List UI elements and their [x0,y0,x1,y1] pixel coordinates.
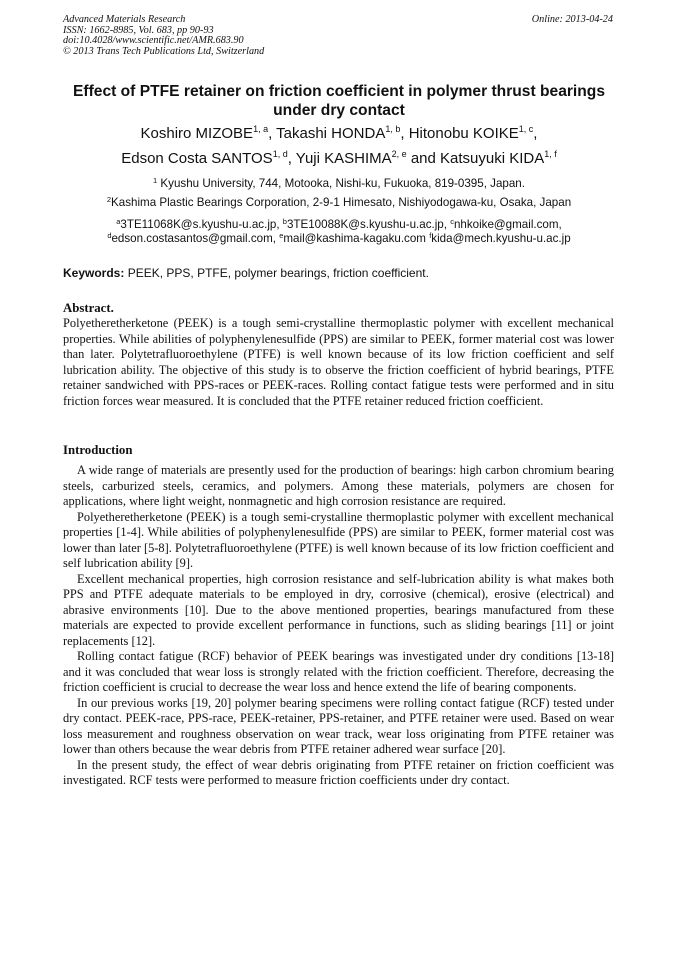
email-address: 3TE11068K@s.kyushu-u.ac.jp, [120,218,280,231]
paragraph: A wide range of materials are presently used for the production of bearings: high carbon chromium bearing steels, carburized steels, ceramics, and polymers. Among these materials, polymers are chosen for applications, where light weight, nonmagnetic and high corrosion resistance are required. [63,463,614,508]
paragraph: In our previous works [19, 20] polymer bearing specimens were rolling contact fatigue (RCF) tested under dry contact. PEEK-race, PPS-race, PEEK-retainer, PPS-retainer, and PTFE retainer were used. Based on wear loss measurement and roughness observation on wear track, wear loss originating from PTFE retainer was lower than others because the wear debris from PTFE retainer adhered wear surface [20]. [63,695,614,756]
email-address: kida@mech.kyushu-u.ac.jp [431,232,571,245]
affiliation-2 [40,196,638,210]
email-superscript: c [450,217,454,226]
author-superscript: 1, a [253,124,269,134]
author-name: Yuji KASHIMA [295,150,392,167]
journal-name: Advanced Materials Research [63,14,186,25]
email-superscript: f [429,231,432,240]
paper-title [56,82,622,120]
email-address: 3TE10088K@s.kyushu-u.ac.jp, [286,218,447,231]
issn-line: ISSN: 1662-8985, Vol. 683, pp 90-93 [63,24,214,36]
paragraph: In the present study, the effect of wear debris originating from PTFE retainer on friction coefficient was investigated. RCF tests were performed to measure friction coefficients under dry contact. [63,757,614,787]
abstract-body [63,316,614,409]
introduction-heading: Introduction [63,443,133,457]
email-line-1 [40,218,638,232]
author-line-1: Koshiro MIZOBE$^{1, a}$, Takashi HONDA$^{1, b}$, Hitonobu KOIKE$^{1, c}$, [140,124,538,142]
abstract-heading: Abstract. [63,301,114,315]
author-superscript: 1, f [544,149,557,159]
keywords [63,266,429,281]
introduction-body [63,463,614,789]
email-superscript: a [116,217,121,226]
author-name: Hitonobu KOIKE [408,125,519,142]
author-line-2: Edson Costa SANTOS$^{1, d}$, Yuji KASHIMA$^{2, e}$ and Katsuyuki KIDA$^{1, f}$ [121,149,557,167]
author-name: Koshiro MIZOBE [140,125,254,142]
affiliation-number: 1 [153,176,158,185]
title-line-2: under dry contact [273,102,405,119]
paragraph: Excellent mechanical properties, high corrosion resistance and self-lubrication ability is what makes both PPS and PTFE adequate materials to be employed in dry, corrosive (chemical), erosive (electrical) and abrasive environments [10]. Due to the above mentioned properties, bearings manufactured from these materials are expected to provide excellent performance in functions, such as sliding bearings [11] or joint replacements [12]. [63,571,614,648]
doi-line: doi:10.4028/www.scientific.net/AMR.683.90 [63,35,244,47]
affiliation-text: Kashima Plastic Bearings Corporation, 2-9-1 Himesato, Nishiyodogawa-ku, Osaka, Japan [111,196,572,209]
email-address: edson.costasantos@gmail.com, [111,232,276,245]
email-line-2 [40,232,638,246]
paragraph: Rolling contact fatigue (RCF) behavior of PEEK bearings was investigated under dry conditions [13-18] and it was concluded that wear loss is strongly related with the friction coefficient. Therefore, decreasing the friction coefficient is crucial to decrease the wear loss and hence extend the life of bearing components. [63,649,614,694]
author-name: Edson Costa SANTOS [121,150,273,167]
abstract-text: Polyetheretherketone (PEEK) is a tough semi-crystalline thermoplastic polymer with excellent mechanical properties. While abilities of polyphenylenesulfide (PPS) are similar to PEEK, former material cost was lower than later. Polytetrafluoroethylene (PTFE) is well known because of its low friction coefficient and self lubrication ability. The objective of this study is to observe the friction coefficient of hybrid bearings, PTFE retainer sandwiched with PPS-races or PEEK-races. Rolling contact fatigue tests were performed and in situ friction forces wear measured. It is concluded that the PTFE retainer reduced friction coefficient. [63,316,614,408]
affiliation-text: Kyushu University, 744, Motooka, Nishi-ku, Fukuoka, 819-0395, Japan. [160,177,525,190]
keywords-label: Keywords: [63,266,125,280]
affiliation-number: 2 [106,195,112,204]
author-superscript: 1, c [518,124,534,134]
paragraph: Polyetheretherketone (PEEK) is a tough semi-crystalline thermoplastic polymer with excellent mechanical properties [1-4]. While abilities of polyphenylenesulfide (PPS) are similar to PEEK, former material cost was lower than later [5-8]. Polytetrafluoroethylene (PTFE) is well known because of its low friction coefficient and self lubrication ability [9]. [63,509,614,570]
email-superscript: b [282,217,287,226]
author-superscript: 1, b [385,124,401,134]
email-superscript: d [107,231,112,240]
email-address: nhkoike@gmail.com, [453,218,562,231]
online-date: Online: 2013-04-24 [531,14,613,25]
author-superscript: 2, e [391,149,407,159]
email-superscript: e [279,231,284,240]
email-address: mail@kashima-kagaku.com [283,232,426,245]
author-name: Katsuyuki KIDA [440,150,545,167]
journal-header [63,15,264,57]
keywords-text: PEEK, PPS, PTFE, polymer bearings, friction coefficient. [127,266,429,280]
author-superscript: 1, d [272,149,288,159]
author-name: Takashi HONDA [276,125,386,142]
title-line-1: Effect of PTFE retainer on friction coefficient in polymer thrust bearings [73,83,605,100]
copyright-line: © 2013 Trans Tech Publications Ltd, Switzerland [63,45,265,57]
affiliation-1 [40,177,638,191]
